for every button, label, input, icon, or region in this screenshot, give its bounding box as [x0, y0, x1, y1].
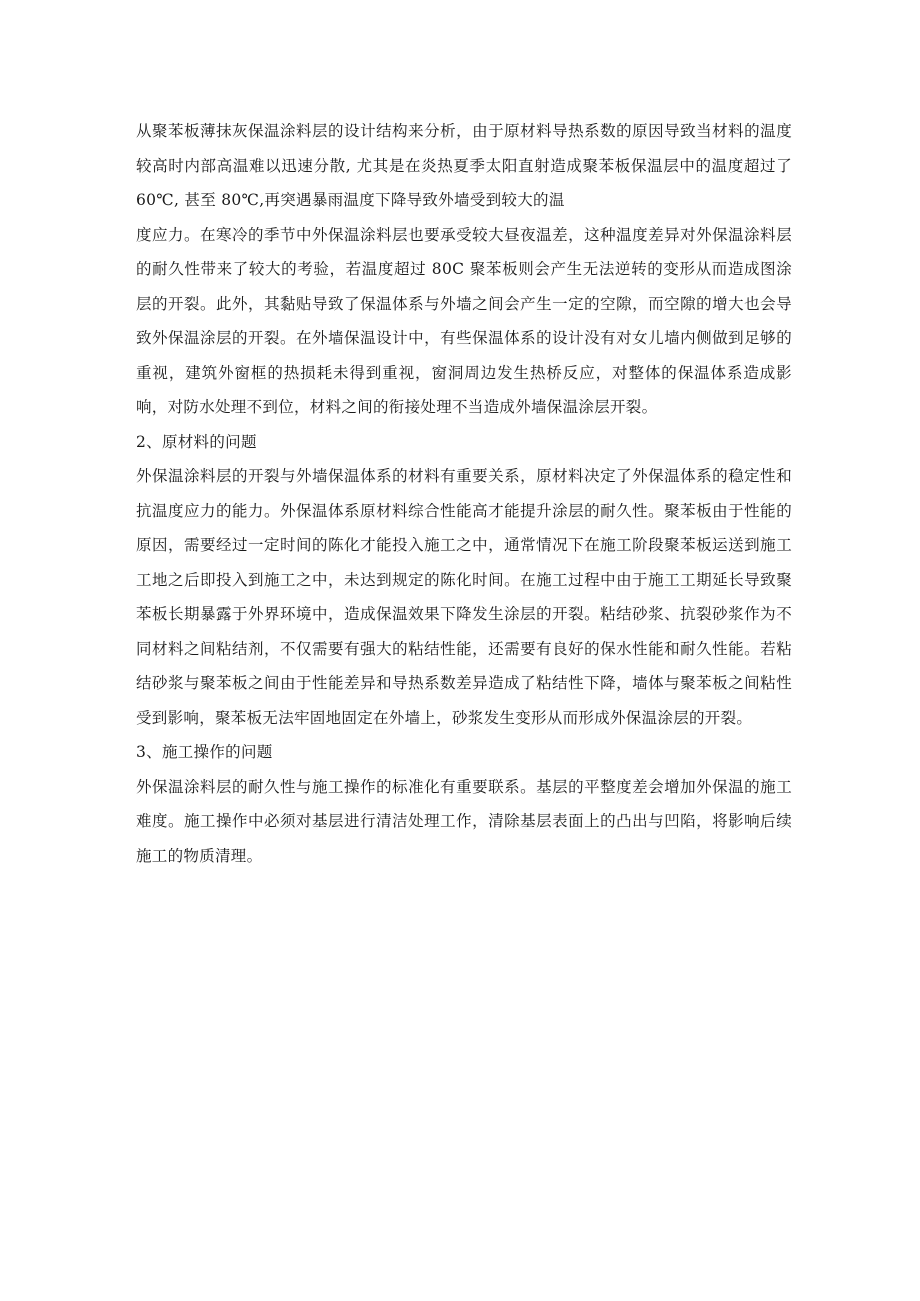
paragraph-raw-materials: 外保温涂料层的开裂与外墙保温体系的材料有重要关系，原材料决定了外保温体系的稳定性和抗温度应力的能力。外保温体系原材料综合性能高才能提升涂层的耐久性。聚苯板由于性能的原因，需要经过一定时间的陈化才能投入施工之中，通常情况下在施工阶段聚苯板运送到施工工地之后即投入到施工之中，未达到规定的陈化时间。在施工过程中由于施工工期延长导致聚苯板长期暴露于外界环境中，造成保温效果下降发生涂层的开裂。粘结砂浆、抗裂砂浆作为不同材料之间粘结剂，不仅需要有强大的粘结性能，还需要有良好的保水性能和耐久性能。若粘结砂浆与聚苯板之间由于性能差异和导热系数差异造成了粘结性下降，墙体与聚苯板之间粘性受到影响，聚苯板无法牢固地固定在外墙上，砂浆发生变形从而形成外保温涂层的开裂。: [136, 467, 792, 727]
section-heading-raw-materials: 2、原材料的问题: [136, 432, 257, 451]
paragraph-construction: 外保温涂料层的耐久性与施工操作的标准化有重要联系。基层的平整度差会增加外保温的施工难度。施工操作中必须对基层进行清洁处理工作，清除基层表面上的凸出与凹陷，将影响后续施工的物质清理。: [136, 777, 792, 865]
section-heading-construction: 3、施工操作的问题: [136, 743, 273, 761]
document-body: [136, 114, 792, 873]
paragraph-temperature-stress: 度应力。在寒冷的季节中外保温涂料层也要承受较大昼夜温差，这种温度差异对外保温涂料层的耐久性带来了较大的考验，若温度超过 80C 聚苯板则会产生无法逆转的变形从而造成图涂层的开裂。此外，其黏贴导致了保温体系与外墙之间会产生一定的空隙，而空隙的增大也会导致外保温涂层的开裂。在外墙保温设计中，有些保温体系的设计没有对女儿墙内侧做到足够的重视，建筑外窗框的热损耗未得到重视，窗洞周边发生热桥反应，对整体的保温体系造成影响，对防水处理不到位，材料之间的衔接处理不当造成外墙保温涂层开裂。: [136, 225, 792, 416]
paragraph-intro: 从聚苯板薄抹灰保温涂料层的设计结构来分析，由于原材料导热系数的原因导致当材料的温度较高时内部高温难以迅速分散, 尤其是在炎热夏季太阳直射造成聚苯板保温层中的温度超过了 60℃, 甚至 80℃,再突遇暴雨温度下降导致外墙受到较大的温: [136, 122, 792, 209]
